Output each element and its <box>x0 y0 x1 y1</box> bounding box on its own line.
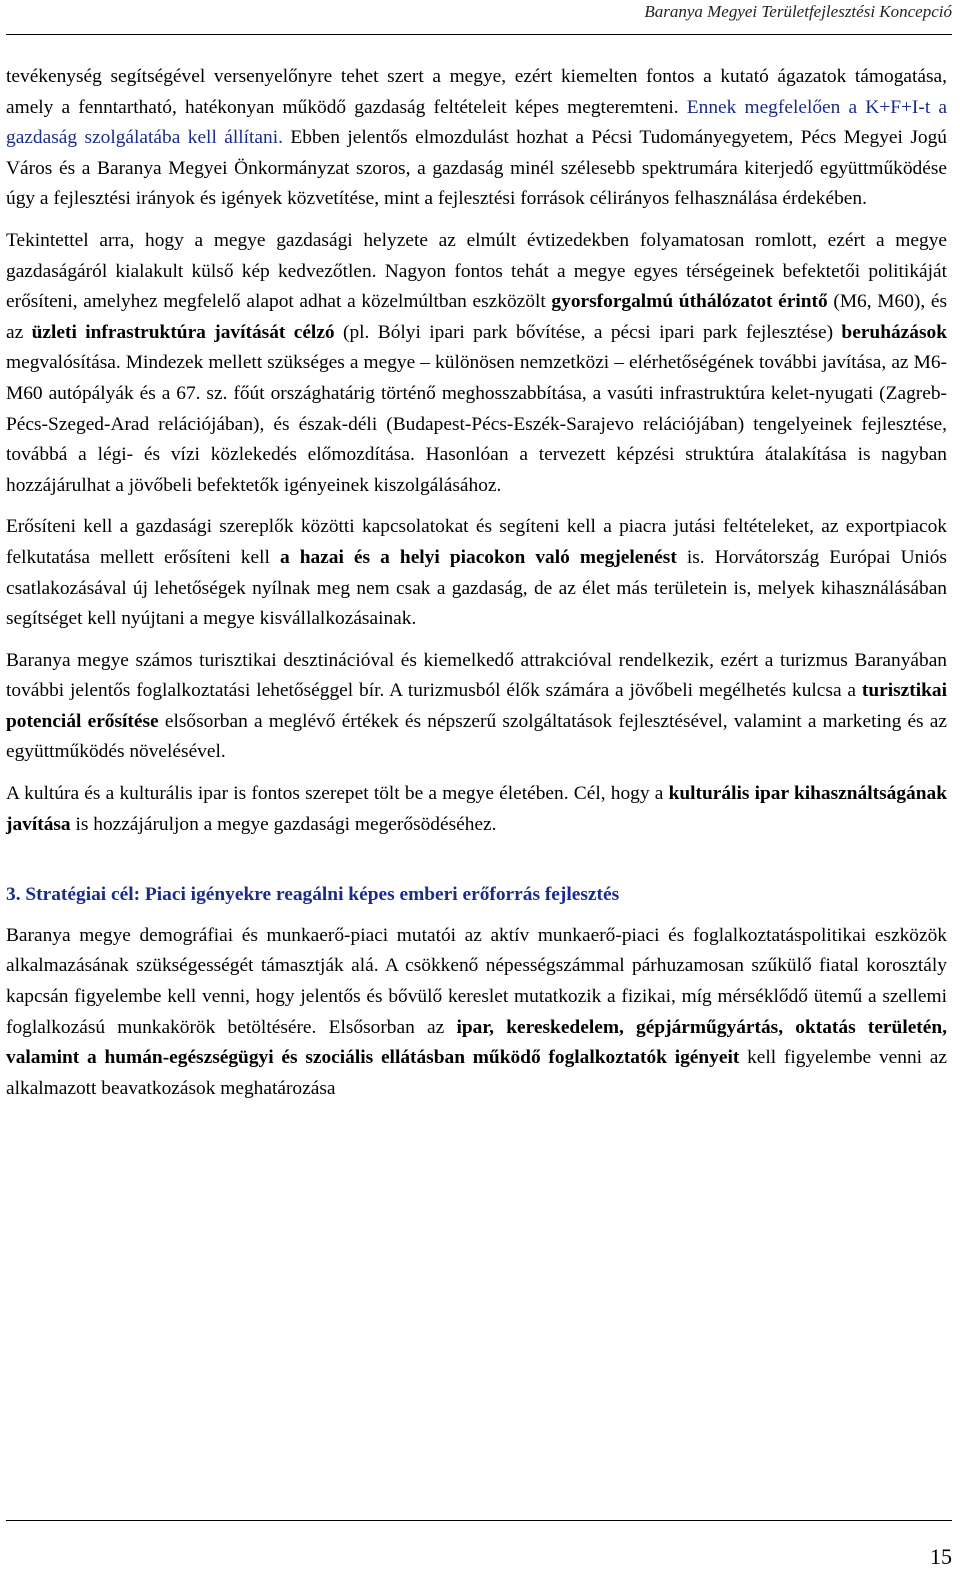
emphasized-text: gyorsforgalmú úthálózatot érintő <box>551 291 828 313</box>
paragraph-group <box>6 921 947 1105</box>
emphasized-text: turisztikai potenciál erősítése <box>6 680 947 732</box>
paragraph-text: A kultúra és a kulturális ipar is fontos szerepet tölt be a megye életében. Cél, hogy a <box>6 783 669 805</box>
paragraph-text: Tekintettel arra, hogy a megye gazdasági helyzete az elmúlt évtizedekben folyamatosan romlott, ezért a megye gazdaságáról kialakult külső kép kedvezőtlen. Nagyon fontos tehát a megye egyes térségeinek befektetői politikáját erősíteni, amelyhez megfelelő alapot adhat a közelmúltban eszközölt <box>6 229 947 313</box>
paragraph <box>6 512 947 634</box>
emphasized-text: kulturális ipar kihasználtságának javítása <box>6 783 947 835</box>
paragraph <box>6 62 947 215</box>
paragraph-text: tevékenység segítségével versenyelőnyre tehet szert a megye, ezért kiemelten fontos a kutató ágazatok támogatása, amely a fenntartható, hatékonyan működő gazdaság feltételeit képes megteremteni. <box>6 66 947 118</box>
paragraph <box>6 779 947 840</box>
document-body <box>6 62 947 1115</box>
paragraph-group <box>6 62 947 840</box>
paragraph-text: is hozzájáruljon a megye gazdasági megerősödéséhez. <box>70 813 497 835</box>
section-heading-text: 3. Stratégiai cél: Piaci igényekre reagálni képes emberi erőforrás fejlesztés <box>6 884 620 906</box>
document-title: Baranya Megyei Területfejlesztési Koncepció <box>644 2 952 21</box>
paragraph <box>6 226 947 501</box>
emphasized-text: ipar, kereskedelem, gépjárműgyártás, oktatás területén, valamint a humán-egészségügyi és szociális ellátásban működő foglalkoztatók igényeit <box>6 1016 948 1069</box>
paragraph-text: kell figyelembe venni az alkalmazott beavatkozások meghatározása <box>6 1047 948 1099</box>
emphasized-text: beruházások <box>841 321 948 343</box>
paragraph-text: (pl. Bólyi ipari park bővítése, a pécsi ipari park fejlesztése) <box>334 321 842 343</box>
paragraph <box>6 646 947 768</box>
emphasized-text: üzleti infrastruktúra javítását célzó <box>31 321 335 343</box>
paragraph-text: Baranya megye demográfiai és munkaerő-piaci mutatói az aktív munkaerő-piaci és foglalkoztatáspolitikai eszközök alkalmazásának szükségességét támasztják alá. A csökkenő népességszámmal párhuzamosan szűkülő fiatal korosztály kapcsán figyelembe kell venni, hogy jelentős és bővülő kereslet mutatkozik a fizikai, míg mérséklődő ütemű a szellemi foglalkozású munkakörök betöltésére. Elsősorban az <box>6 924 947 1038</box>
paragraph-text: (M6, M60), és az <box>6 291 948 343</box>
paragraph-text: megvalósítása. Mindezek mellett szükséges a megye – különösen nemzetközi – elérhetőségének további javítása, az M6-M60 autópályák és a 67. sz. főút országhatárig történő meghosszabbítása, a vasúti infrastruktúra kelet-nyugati (Zagreb-Pécs-Szeged-Arad relációjában), és észak-déli (Budapest-Pécs-Eszék-Sarajevo relációjában) tengelyeinek fejlesztése, továbbá a légi- és vízi közlekedés előmozdítása. Hasonlóan a tervezett képzési struktúra átalakítása is nagyban hozzájárulhat a jövőbeli befektetők igényeinek kiszolgálásához. <box>6 352 947 496</box>
paragraph-text: is. Horvátország Európai Uniós csatlakozásával új lehetőségek nyílnak meg nem csak a gazdaság, de az élet más területein is, melyek kihasználásában segítséget kell nyújtani a megye kisvállalkozásainak. <box>6 546 947 630</box>
paragraph-text: Ennek megfelelően a K+F+I-t a gazdaság szolgálatába kell állítani. <box>6 96 947 149</box>
page-number: 15 <box>930 1544 952 1569</box>
section-heading <box>6 880 947 911</box>
paragraph <box>6 921 947 1105</box>
paragraph-text: Baranya megye számos turisztikai desztinációval és kiemelkedő attrakcióval rendelkezik, ezért a turizmus Baranyában további jelentős foglalkoztatási lehetőséggel bír. A turizmusból élők számára a jövőbeli megélhetés kulcsa a <box>6 649 947 702</box>
paragraph-text: elsősorban a meglévő értékek és népszerű szolgáltatások fejlesztésével, valamint a marketing és az együttműködés növelésével. <box>6 710 947 763</box>
page-header <box>6 0 952 35</box>
footer-divider <box>6 1520 952 1521</box>
emphasized-text: a hazai és a helyi piacokon való megjelenést <box>279 546 677 568</box>
paragraph-text: Erősíteni kell a gazdasági szereplők közötti kapcsolatokat és segíteni kell a piacra jutási feltételeket, az exportpiacok felkutatása mellett erősíteni kell <box>6 516 947 568</box>
page-footer <box>6 1520 952 1585</box>
paragraph-text: Ebben jelentős elmozdulást hozhat a Pécsi Tudományegyetem, Pécs Megyei Jogú Város és a Baranya Megyei Önkormányzat szoros, a gazdaság minél szélesebb spektrumára kiterjedő együttműködése úgy a fejlesztési irányok és igények közvetítése, mint a fejlesztési források célirányos felhasználása érdekében. <box>6 127 947 210</box>
